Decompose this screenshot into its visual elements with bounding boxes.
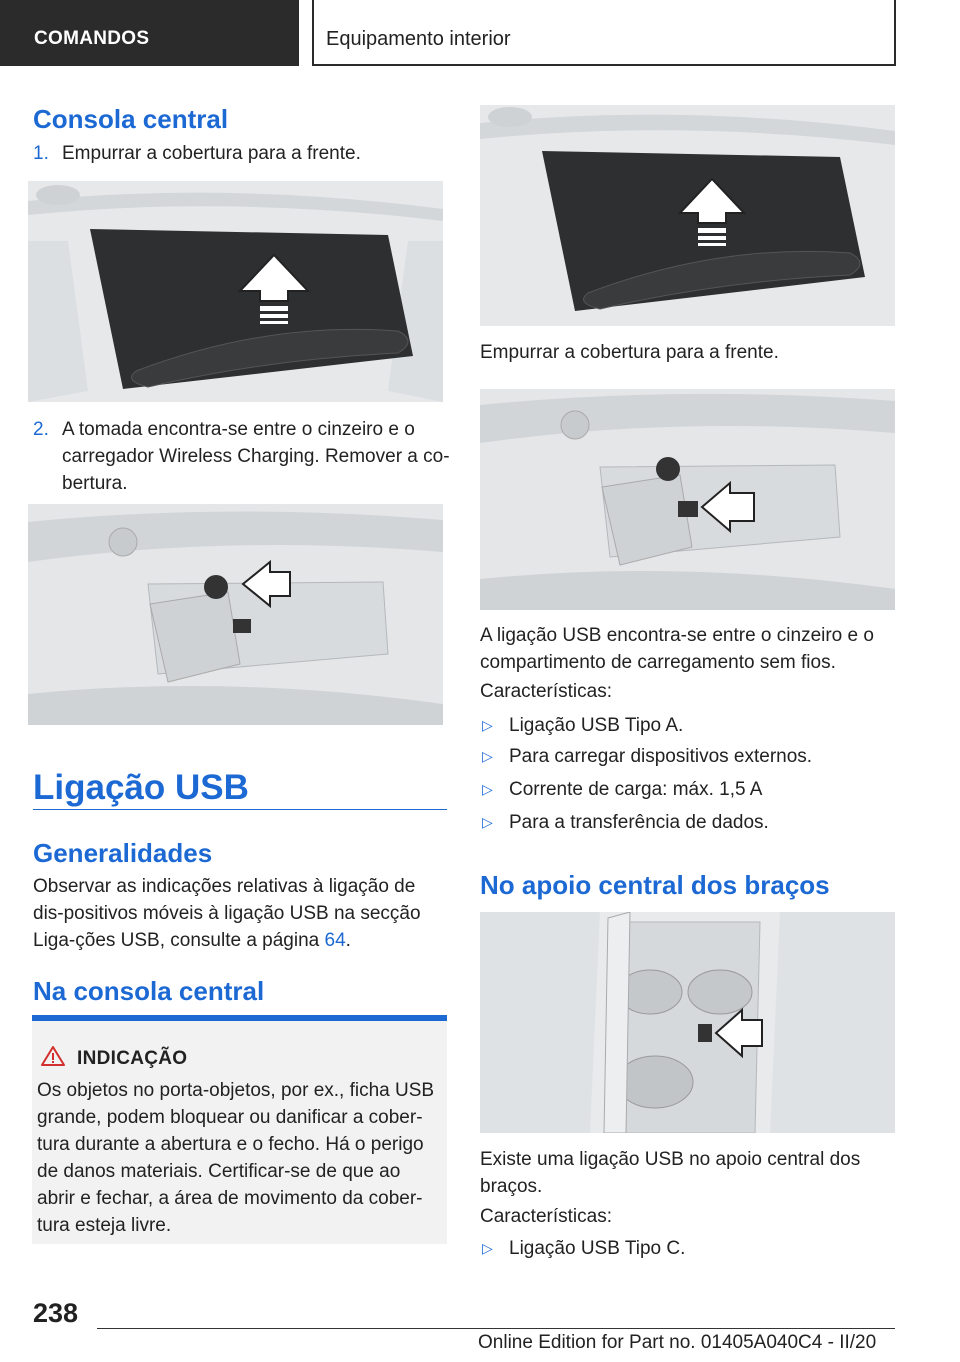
triangle-right-icon: ▷ [482, 717, 493, 733]
notice-text: Os objetos no porta-objetos, por ex., ficha USB grande, podem bloquear ou danificar a cober-tura durante a abertura e o fecho. Há o perigo de danos materiais. Certificar-se de que ao abrir e fechar, a área de movimento da cober-tura esteja livre. [37, 1080, 435, 1236]
features-label-2: Características: [480, 1206, 612, 1227]
edition-text: Online Edition for Part no. 01405A040C4 - II/20 [478, 1332, 877, 1353]
heading-usb: Ligação USB [33, 768, 249, 807]
heading-armrest: No apoio central dos braços [480, 870, 830, 900]
step-text: Empurrar a cobertura para a frente. [62, 143, 361, 164]
triangle-right-icon: ▷ [482, 1240, 493, 1256]
usb-socket-photo [28, 504, 443, 725]
caption-2: A ligação USB encontra-se entre o cinzeiro e o compartimento de carregamento sem fios. [480, 625, 874, 673]
step-number: 1. [33, 143, 49, 164]
general-text: Observar as indicações relativas à ligação de dis-positivos móveis à ligação USB na secção Liga-ções USB, consulte a página [33, 876, 421, 951]
section-tab: COMANDOS [0, 0, 299, 66]
heading-general: Generalidades [33, 838, 213, 868]
general-paragraph [33, 873, 448, 954]
console-cover-photo-2 [480, 105, 895, 326]
feature-text: Para a transferência de dados. [509, 812, 769, 833]
step-number: 2. [33, 419, 49, 440]
usb-socket-photo-2 [480, 389, 895, 610]
triangle-right-icon: ▷ [482, 781, 493, 797]
feature-text: Corrente de carga: máx. 1,5 A [509, 779, 763, 800]
warning-triangle-icon [40, 1045, 66, 1072]
console-cover-photo [28, 181, 443, 402]
footer-divider [97, 1328, 895, 1329]
heading-rule [33, 809, 447, 810]
heading-console: Consola central [33, 104, 229, 134]
features-label-1: Características: [480, 681, 612, 702]
general-text-end: . [345, 930, 351, 951]
feature-text: Para carregar dispositivos externos. [509, 746, 813, 767]
page-link[interactable]: 64 [324, 930, 346, 951]
feature-text: Ligação USB Tipo C. [509, 1238, 686, 1259]
step-text: A tomada encontra-se entre o cinzeiro e o carregador Wireless Charging. Remover a co-bertura. [62, 419, 450, 494]
armrest-usb-photo [480, 912, 895, 1133]
heading-na-consola: Na consola central [33, 976, 265, 1006]
triangle-right-icon: ▷ [482, 814, 493, 830]
notice-box [32, 1015, 447, 1244]
page-number: 238 [33, 1298, 79, 1328]
caption-1: Empurrar a cobertura para a frente. [480, 342, 779, 363]
feature-text: Ligação USB Tipo A. [509, 715, 684, 736]
triangle-right-icon: ▷ [482, 748, 493, 764]
caption-3: Existe uma ligação USB no apoio central dos braços. [480, 1149, 861, 1197]
chapter-title: Equipamento interior [312, 0, 896, 66]
page-header [0, 0, 960, 66]
notice-title: INDICAÇÃO [77, 1048, 188, 1069]
